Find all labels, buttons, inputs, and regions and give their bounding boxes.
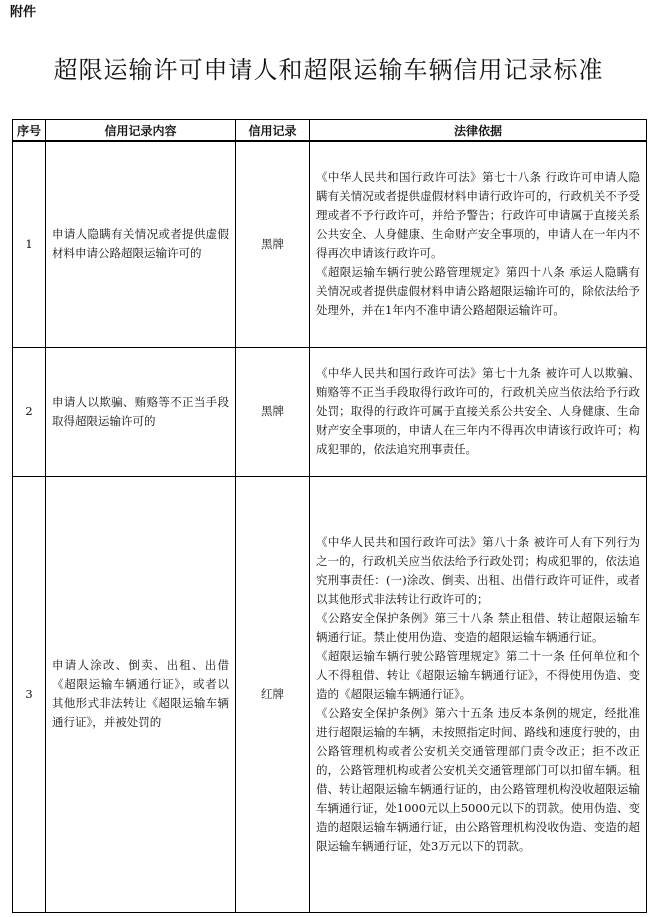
row-content: 申请人涂改、倒卖、出租、出借《超限运输车辆通行证》，或者以其他形式非法转让《超限运输车辆通行证》，并被处罚的: [46, 476, 236, 912]
row-content: 申请人隐瞒有关情况或者提供虚假材料申请公路超限运输许可的: [46, 141, 236, 347]
row-basis: [310, 141, 647, 347]
row-number: 2: [13, 347, 46, 476]
basis-paragraph: 《中华人民共和国行政许可法》第七十八条 行政许可申请人隐瞒有关情况或者提供虚假材料申请行政许可的，行政机关不予受理或者不予行政许可，并给予警告；行政许可申请属于直接关系公共安全、人身健康、生命财产安全事项的，申请人在一年内不得再次申请该行政许可。: [316, 170, 640, 261]
header-record: 信用记录: [236, 120, 310, 142]
header-content: 信用记录内容: [46, 120, 236, 142]
table-row: [13, 141, 647, 347]
credit-standard-table: [12, 119, 647, 913]
attachment-label: 附件: [10, 5, 37, 20]
basis-paragraph: 《中华人民共和国行政许可法》第七十九条 被许可人以欺骗、贿赂等不正当手段取得行政许可的，行政机关应当依法给予行政处罚；取得的行政许可属于直接关系公共安全、人身健康、生命财产安全事项的，申请人在三年内不得再次申请该行政许可；构成犯罪的，依法追究刑事责任。: [316, 366, 640, 456]
row-record: 红牌: [236, 476, 310, 912]
header-no: 序号: [13, 120, 46, 142]
row-basis: [310, 476, 647, 912]
row-record: 黑牌: [236, 141, 310, 347]
row-content: 申请人以欺骗、贿赂等不正当手段取得超限运输许可的: [46, 347, 236, 476]
page-title: 超限运输许可申请人和超限运输车辆信用记录标准: [53, 56, 604, 84]
table-row: [13, 476, 647, 912]
basis-paragraph: 《中华人民共和国行政许可法》第八十条 被许可人有下列行为之一的，行政机关应当依法给予行政处罚；构成犯罪的，依法追究刑事责任：(一)涂改、倒卖、出租、出借行政许可证件，或者以其他形式非法转让行政许可的；: [316, 534, 640, 606]
row-basis: [310, 347, 647, 476]
row-record: 黑牌: [236, 347, 310, 476]
table-row: [13, 347, 647, 476]
row-number: 3: [13, 476, 46, 912]
basis-paragraph: 《公路安全保护条例》第三十八条 禁止租借、转让超限运输车辆通行证。禁止使用伪造、变造的超限运输车辆通行证。: [316, 610, 640, 644]
basis-paragraph: 《公路安全保护条例》第六十五条 违反本条例的规定，经批准进行超限运输的车辆，未按照指定时间、路线和速度行驶的，由公路管理机构或者公安机关交通管理部门责令改正；拒不改正的，公路管理机构或者公安机关交通管理部门可以扣留车辆。租借、转让超限运输车辆通行证的，由公路管理机构没收超限运输车辆通行证，处1000元以上5000元以下的罚款。使用伪造、变造的超限运输车辆通行证，由公路管理机构没收伪造、变造的超限运输车辆通行证，处3万元以下的罚款。: [316, 705, 640, 853]
row-number: 1: [13, 141, 46, 347]
header-basis: 法律依据: [310, 120, 647, 142]
table-header-row: [13, 120, 647, 142]
basis-paragraph: 《超限运输车辆行驶公路管理规定》第二十一条 任何单位和个人不得租借、转让《超限运输车辆通行证》，不得使用伪造、变造的《超限运输车辆通行证》。: [316, 648, 640, 701]
basis-paragraph: 《超限运输车辆行驶公路管理规定》第四十八条 承运人隐瞒有关情况或者提供虚假材料申请公路超限运输许可的，除依法给予处理外，并在1年内不准申请公路超限运输许可。: [316, 265, 640, 318]
